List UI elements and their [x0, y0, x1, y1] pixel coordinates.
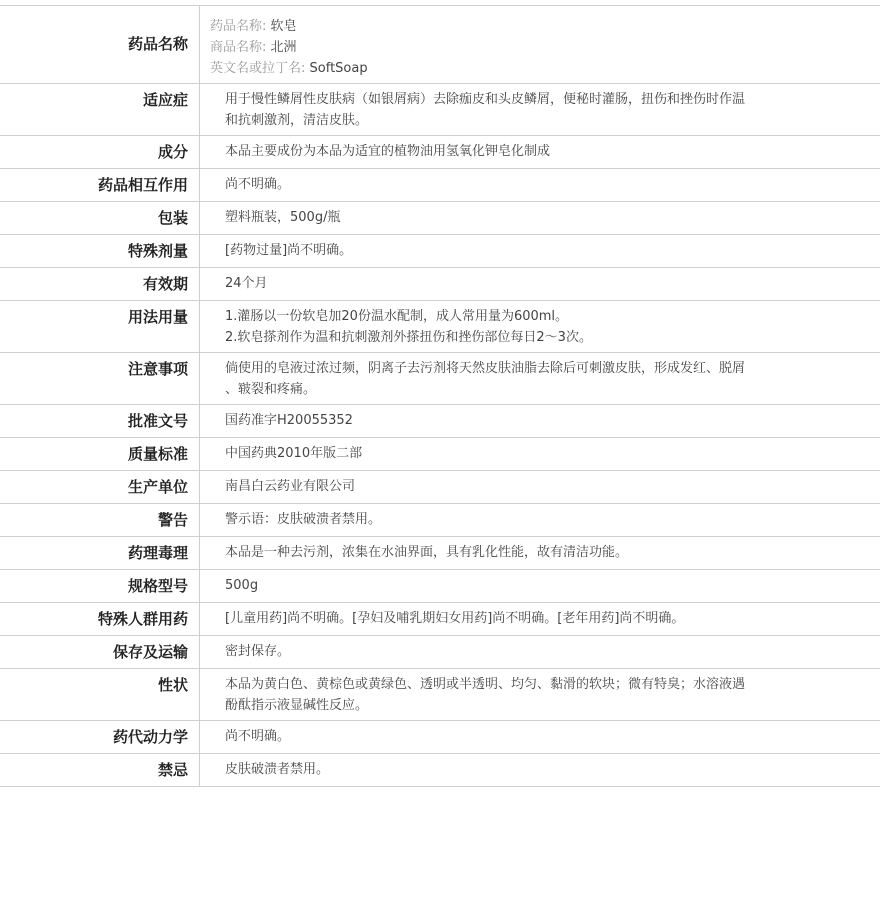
- row-label: 规格型号: [0, 570, 200, 602]
- ingredients-row: [0, 136, 880, 169]
- latin-name-value: SoftSoap: [309, 61, 368, 76]
- value-line: 、皲裂和疼痛。: [225, 382, 317, 397]
- value-line: 南昌白云药业有限公司: [225, 479, 356, 494]
- drug-name-key: 药品名称:: [210, 19, 267, 34]
- drug-name-value: 软皂: [270, 19, 297, 34]
- value-line: 倘使用的皂液过浓过频，阴离子去污剂将天然皮肤油脂去除后可刺激皮肤，形成发红、脱屑: [225, 361, 746, 376]
- row-label: 有效期: [0, 268, 200, 300]
- pharmacology-row: [0, 537, 880, 570]
- row-label: 保存及运输: [0, 636, 200, 668]
- row-value: [200, 721, 880, 753]
- trade-name-key: 商品名称:: [210, 40, 267, 55]
- trade-name-line: [210, 37, 790, 58]
- indications-row: [0, 84, 880, 136]
- value-line: 警示语：皮肤破溃者禁用。: [225, 512, 382, 527]
- dosage-row: [0, 301, 880, 353]
- row-label: 生产单位: [0, 471, 200, 503]
- row-value: [200, 136, 880, 168]
- row-label: 药品名称: [0, 6, 200, 83]
- pharmacokinetics-row: [0, 721, 880, 754]
- description-row: [0, 669, 880, 721]
- row-label: 禁忌: [0, 754, 200, 786]
- row-value: [200, 669, 880, 720]
- row-label: 包装: [0, 202, 200, 234]
- row-label: 药品相互作用: [0, 169, 200, 201]
- row-value: [200, 235, 880, 267]
- packaging-row: [0, 202, 880, 235]
- row-value: [200, 471, 880, 503]
- row-value: [200, 504, 880, 536]
- value-line: 酚酞指示液显碱性反应。: [225, 698, 369, 713]
- value-line: 本品为黄白色、黄棕色或黄绿色、透明或半透明、均匀、黏滑的软块；微有特臭；水溶液遇: [225, 677, 746, 692]
- row-value: [200, 603, 880, 635]
- row-label: 药理毒理: [0, 537, 200, 569]
- value-line: 用于慢性鳞屑性皮肤病（如银屑病）去除痂皮和头皮鳞屑，便秘时灌肠，扭伤和挫伤时作温: [225, 92, 746, 107]
- row-value: [200, 636, 880, 668]
- value-line: 本品主要成份为本品为适宜的植物油用氢氧化钾皂化制成: [225, 144, 551, 159]
- row-value: [200, 268, 880, 300]
- row-value: [200, 353, 880, 404]
- row-value: [200, 537, 880, 569]
- special-dosage-row: [0, 235, 880, 268]
- row-label: 用法用量: [0, 301, 200, 352]
- drug-info-table: [0, 5, 880, 787]
- manufacturer-row: [0, 471, 880, 504]
- value-line: 尚不明确。: [225, 177, 291, 192]
- row-value: [200, 202, 880, 234]
- row-value: [200, 438, 880, 470]
- value-line: 本品是一种去污剂，浓集在水油界面，具有乳化性能，故有清洁功能。: [225, 545, 629, 560]
- shelf-life-row: [0, 268, 880, 301]
- row-value: [200, 754, 880, 786]
- row-label: 特殊人群用药: [0, 603, 200, 635]
- row-value: [200, 570, 880, 602]
- drug-names-values: [200, 6, 880, 83]
- value-line: 24个月: [225, 276, 268, 291]
- precautions-row: [0, 353, 880, 405]
- value-line: [儿童用药]尚不明确。[孕妇及哺乳期妇女用药]尚不明确。[老年用药]尚不明确。: [225, 611, 685, 626]
- value-line: 500g: [225, 578, 259, 593]
- row-label: 注意事项: [0, 353, 200, 404]
- value-line: 1.灌肠以一份软皂加20份温水配制，成人常用量为600ml。: [225, 309, 569, 324]
- quality-standard-row: [0, 438, 880, 471]
- trade-name-value: 北洲: [270, 40, 297, 55]
- row-label: 批准文号: [0, 405, 200, 437]
- specification-row: [0, 570, 880, 603]
- contraindications-row: [0, 754, 880, 787]
- row-value: [200, 169, 880, 201]
- row-value: [200, 405, 880, 437]
- value-line: 国药准字H20055352: [225, 413, 353, 428]
- value-line: 尚不明确。: [225, 729, 291, 744]
- row-value: [200, 301, 880, 352]
- approval-number-row: [0, 405, 880, 438]
- row-value: [200, 84, 880, 135]
- row-label: 特殊剂量: [0, 235, 200, 267]
- row-label: 警告: [0, 504, 200, 536]
- row-label: 药代动力学: [0, 721, 200, 753]
- value-line: 中国药典2010年版二部: [225, 446, 363, 461]
- value-line: 2.软皂搽剂作为温和抗刺激剂外搽扭伤和挫伤部位每日2～3次。: [225, 330, 592, 345]
- drug-names-row: [0, 6, 880, 84]
- value-line: 皮肤破溃者禁用。: [225, 762, 330, 777]
- value-line: 密封保存。: [225, 644, 291, 659]
- row-label: 性状: [0, 669, 200, 720]
- value-line: 塑料瓶装，500g/瓶: [225, 210, 341, 225]
- row-label: 质量标准: [0, 438, 200, 470]
- drug-name-line: [210, 16, 790, 37]
- latin-name-key: 英文名或拉丁名:: [210, 61, 306, 76]
- latin-name-line: [210, 58, 790, 79]
- storage-row: [0, 636, 880, 669]
- interactions-row: [0, 169, 880, 202]
- special-populations-row: [0, 603, 880, 636]
- row-label: 成分: [0, 136, 200, 168]
- row-label: 适应症: [0, 84, 200, 135]
- value-line: [药物过量]尚不明确。: [225, 243, 353, 258]
- value-line: 和抗刺激剂，清洁皮肤。: [225, 113, 369, 128]
- warning-row: [0, 504, 880, 537]
